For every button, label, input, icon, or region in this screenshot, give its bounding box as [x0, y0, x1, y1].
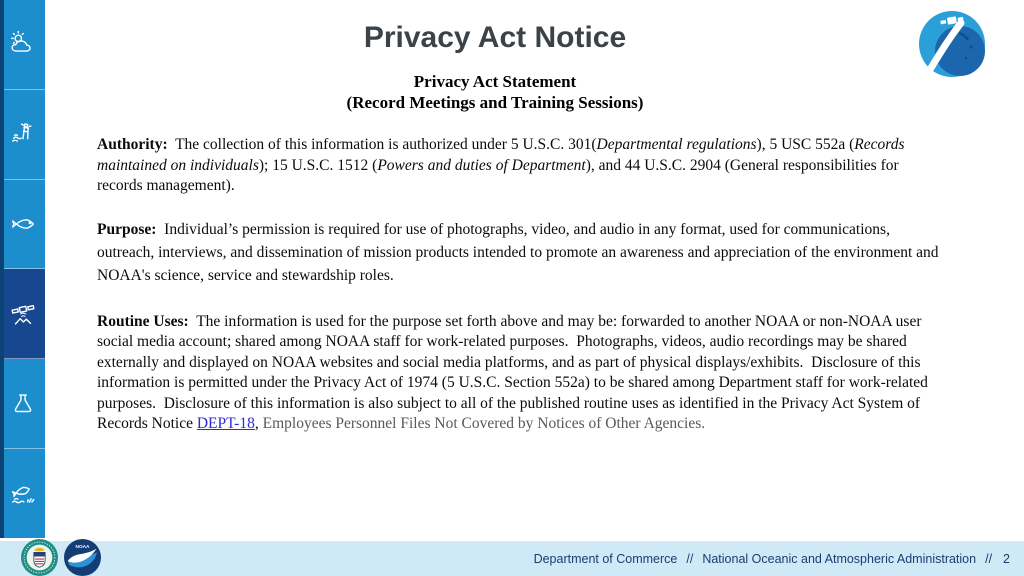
authority-label: Authority: [97, 136, 168, 153]
sidebar-item-satellites[interactable] [0, 269, 45, 359]
sidebar-item-research[interactable] [0, 359, 45, 449]
sorn-title-text: Employees Personnel Files Not Covered by Notices of Other Agencies. [262, 415, 706, 432]
dept-18-link[interactable]: DEPT-18 [196, 415, 255, 432]
authority-paragraph: Authority: The collection of this information is authorized under 5 U.S.C. 301(Departmental regulations), 5 USC 552a (Records maintained on individuals); 15 U.S.C. 1512 (Powers and duties of Department), and 44 U.S.C. 2904 (General responsibilities for records management). [97, 136, 909, 194]
purpose-text: Individual’s permission is required for use of photographs, video, and audio in any format, used for communications, outreach, interviews, and dissemination of mission products intended to promote an awareness and appreciation of the environment and NOAA's science, service and stewardship roles. [97, 220, 943, 284]
sidebar-item-marine-navigation[interactable] [0, 90, 45, 180]
fisheries-icon [8, 209, 38, 239]
noaa-seal [64, 539, 101, 576]
routine-uses-paragraph: Routine Uses: The information is used for the purpose set forth above and may be: forwarded to another NOAA or non-NOAA user social media account; shared among NOAA staff for work-related purposes. Photographs, videos, audio recordings may be shared externally and displayed on NOAA websites and social media platforms, and as part of physical displays/exhibits. Disclosure of this information is permitted under the Privacy Act of 1974 (5 U.S.C. Section 552a) to be shared among Department staff for work-related purposes. Disclosure of this information is also subject to all of the published routine uses as identified in the Privacy Act System of Records Notice DEPT-18, Employees Personnel Files Not Covered by Notices of Other Agencies. [97, 312, 932, 432]
sidebar-item-habitat[interactable] [0, 449, 45, 538]
footer-separator-2: // [985, 551, 993, 566]
purpose-paragraph [97, 218, 945, 287]
sidebar-edge-strip [0, 0, 4, 538]
authority-italic-2: Records maintained on individuals [97, 136, 909, 174]
subtitle-line1: Privacy Act Statement [413, 72, 577, 91]
footer-separator-1: // [686, 551, 694, 566]
authority-text: The collection of this information is authorized under 5 U.S.C. 301( [167, 136, 597, 153]
authority-italic-3: Powers and duties of Department [377, 156, 586, 174]
routine-uses-label: Routine Uses: [97, 312, 189, 330]
purpose-label: Purpose: [97, 220, 157, 238]
footer-bar [0, 541, 1024, 576]
marine-navigation-icon [8, 119, 38, 149]
noaa-seal-text: NOAA [75, 544, 90, 550]
department-of-commerce-seal [21, 539, 58, 576]
sidebar-item-fisheries[interactable] [0, 180, 45, 270]
page-title: Privacy Act Notice [363, 21, 627, 54]
subtitle [45, 71, 945, 113]
research-flask-icon [8, 389, 38, 419]
sidebar [0, 0, 45, 538]
subtitle-line2: (Record Meetings and Training Sessions) [346, 93, 644, 112]
satellites-icon [8, 299, 38, 329]
authority-italic-1: Departmental regulations [596, 136, 757, 153]
footer-org-commerce: Department of Commerce [533, 551, 678, 566]
footer-org-noaa: National Oceanic and Atmospheric Administration [702, 551, 977, 566]
routine-uses-text: The information is used for the purpose set forth above and may be: forwarded to another NOAA or non-NOAA user social media account; shared among NOAA staff for work-related purposes. Photographs, videos, audio recordings may be shared externally and displayed on NOAA websites and social media platforms, and as part of physical displays/exhibits. Disclosure of this information is permitted under the Privacy Act of 1974 (5 U.S.C. Section 552a) to be shared among Department staff for work-related purposes. Disclosure of this information is also subject to all of the published routine uses as identified in the Privacy Act System of Records Notice [97, 312, 932, 432]
habitat-icon [8, 479, 38, 509]
weather-icon [8, 29, 38, 59]
main-content [45, 0, 945, 435]
sidebar-item-weather[interactable] [0, 0, 45, 90]
page-number: 2 [1003, 551, 1010, 566]
